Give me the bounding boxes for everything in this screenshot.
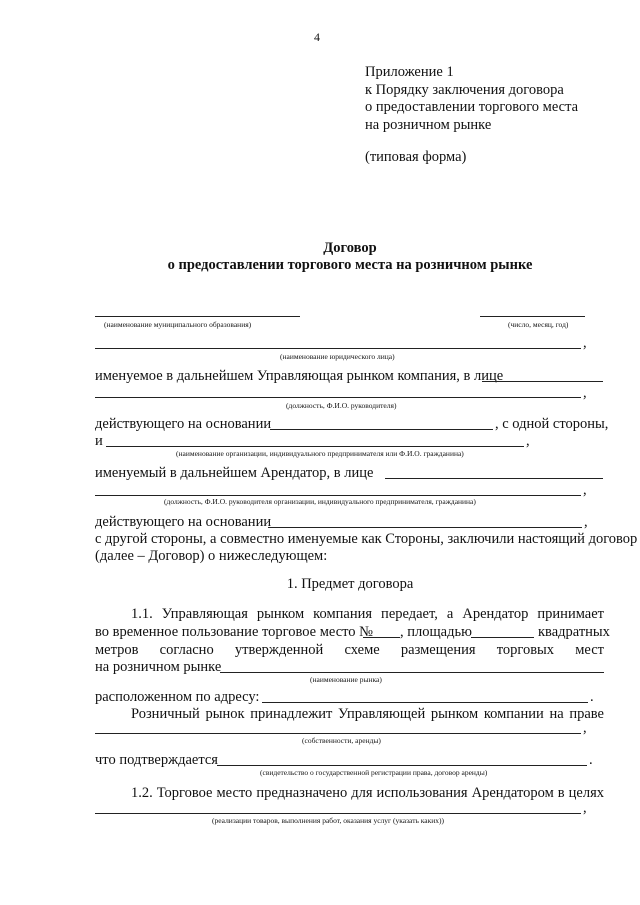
p12-text: 1.2. Торговое место предназначено для использования Арендатором в целях — [131, 785, 604, 801]
acting-basis-line-2[interactable] — [268, 527, 582, 528]
market-name-caption: (наименование рынка) — [310, 675, 382, 684]
section-1-heading: 1. Предмет договора — [286, 576, 414, 592]
date-caption: (число, месяц, год) — [508, 320, 569, 329]
place-number-line[interactable] — [363, 637, 400, 638]
purpose-caption: (реализации товаров, выполнения работ, оказания услуг (указать каких)) — [212, 816, 445, 825]
other-side-text-1: с другой стороны, а совместно именуемые как Стороны, заключили настоящий договор — [95, 531, 638, 547]
comma: , — [583, 385, 587, 401]
and-text: и — [95, 433, 103, 449]
appendix-line-4: на розничном рынке — [365, 117, 492, 133]
municipality-line[interactable] — [95, 316, 300, 317]
comma: , — [584, 514, 588, 530]
ownership-line[interactable] — [95, 733, 581, 734]
confirmed-text: что подтверждается — [95, 752, 218, 768]
acting-basis-text-2: действующего на основании — [95, 514, 272, 530]
comma: , — [583, 482, 587, 498]
page-number: 4 — [314, 30, 320, 44]
document-subtitle: о предоставлении торгового места на розничном рынке — [167, 257, 533, 273]
ownership-caption: (собственности, аренды) — [302, 736, 381, 745]
certificate-caption: (свидетельство о государственной регистрации права, договор аренды) — [260, 768, 488, 777]
position-head-line[interactable] — [95, 397, 581, 398]
org-name-line[interactable] — [106, 446, 524, 447]
tenant-position-caption: (должность, Ф.И.О. руководителя организации, индивидуального предпринимателя, гражданина) — [164, 497, 476, 506]
other-side-text-2: (далее – Договор) о нижеследующем: — [95, 548, 328, 564]
legal-entity-caption: (наименование юридического лица) — [280, 352, 395, 361]
period: . — [590, 689, 594, 705]
located-text: расположенном по адресу: — [95, 689, 260, 705]
market-name-line[interactable] — [220, 672, 604, 673]
appendix-line-2: к Порядку заключения договора — [365, 82, 564, 98]
appendix-line-3: о предоставлении торгового места — [365, 99, 579, 115]
p11-line-2c: квадратных — [538, 624, 610, 640]
certificate-line[interactable] — [217, 765, 587, 766]
management-rep-line[interactable] — [482, 381, 603, 382]
area-line[interactable] — [471, 637, 534, 638]
p11-line-1: 1.1. Управляющая рынком компания передает, а Арендатор принимает — [131, 606, 604, 622]
position-head-caption: (должность, Ф.И.О. руководителя) — [286, 401, 397, 410]
p11-line-4: на розничном рынке — [95, 659, 222, 675]
one-side-text: , с одной стороны, — [495, 416, 609, 432]
comma: , — [526, 433, 530, 449]
acting-basis-line[interactable] — [270, 429, 493, 430]
document-title: Договор — [323, 240, 377, 256]
appendix-line-1: Приложение 1 — [365, 64, 454, 80]
p11-line-2a: во временное пользование торговое место № — [95, 624, 373, 640]
address-line[interactable] — [262, 702, 588, 703]
form-type: (типовая форма) — [365, 149, 467, 165]
market-belongs-text: Розничный рынок принадлежит Управляющей рынком компании на праве — [131, 706, 604, 722]
org-name-caption: (наименование организации, индивидуального предпринимателя или Ф.И.О. гражданина) — [176, 449, 464, 458]
comma: , — [583, 720, 587, 736]
comma: , — [583, 335, 587, 351]
tenant-rep-line[interactable] — [385, 478, 603, 479]
period: . — [589, 752, 593, 768]
acting-basis-text: действующего на основании — [95, 416, 272, 432]
date-line[interactable] — [480, 316, 585, 317]
named-management-text: именуемое в дальнейшем Управляющая рынком компания, в лице — [95, 368, 504, 384]
legal-entity-line[interactable] — [95, 348, 581, 349]
p11-line-3: метров согласно утвержденной схеме размещения торговых мест — [95, 642, 604, 658]
named-tenant-text: именуемый в дальнейшем Арендатор, в лице — [95, 465, 374, 481]
purpose-line[interactable] — [95, 813, 581, 814]
municipality-caption: (наименование муниципального образования) — [104, 320, 252, 329]
p11-line-2b: , площадью — [400, 624, 472, 640]
comma: , — [583, 800, 587, 816]
tenant-position-line[interactable] — [95, 495, 581, 496]
